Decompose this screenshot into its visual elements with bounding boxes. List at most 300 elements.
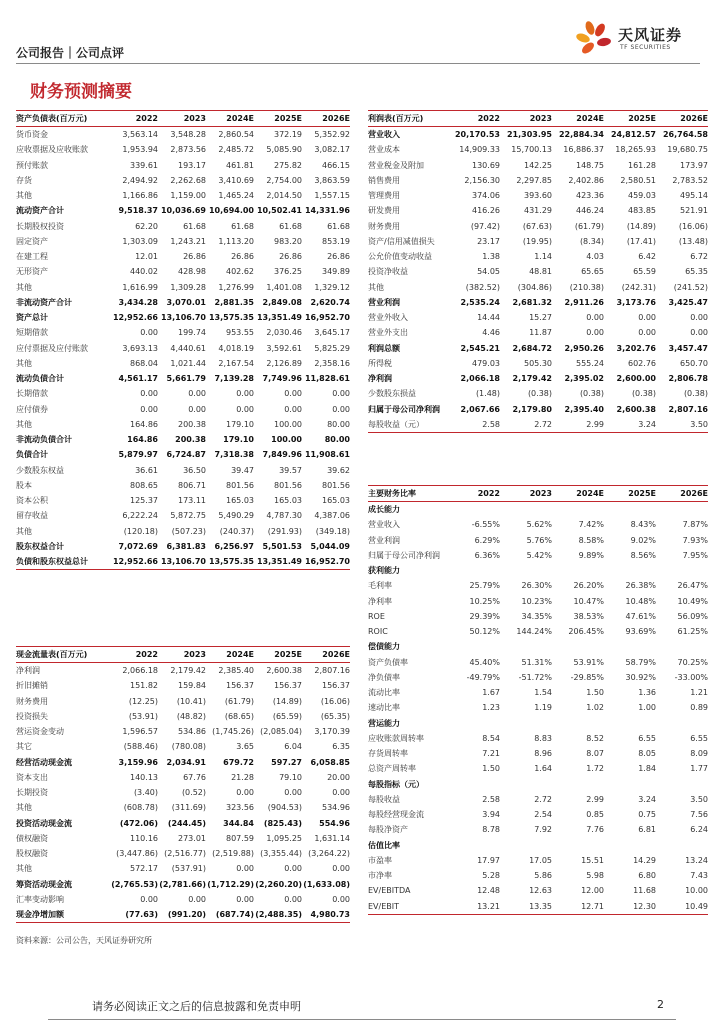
cell-value: 6.72 <box>690 252 708 262</box>
row-label: 管理费用 <box>368 191 400 201</box>
cell-value: (2,085.04) <box>260 727 302 737</box>
row-label: 应付债券 <box>16 404 48 414</box>
cell-value: 12.00 <box>581 886 604 896</box>
cell-value: (2,488.35) <box>255 910 302 920</box>
row-label: 利润总额 <box>368 343 400 353</box>
row-label: 长期股权投资 <box>16 221 64 231</box>
cell-value: 142.25 <box>524 160 552 170</box>
cell-value: 2,911.26 <box>564 297 604 307</box>
cell-value: (2,260.20) <box>255 879 302 889</box>
table-row <box>16 249 350 264</box>
row-label: 营业外支出 <box>368 328 408 338</box>
column-header: 2022 <box>135 114 158 123</box>
cell-value: (1.48) <box>475 389 500 399</box>
table-row <box>16 310 350 325</box>
cell-value: (210.38) <box>569 282 604 292</box>
table-row <box>16 816 350 831</box>
table-row <box>368 142 708 157</box>
row-label: 销售费用 <box>368 175 400 185</box>
cell-value: 2,807.16 <box>314 666 350 676</box>
row-label: 长期投资 <box>16 788 48 798</box>
cell-value: 3,170.39 <box>314 727 350 737</box>
cell-value: 1.67 <box>482 688 500 698</box>
row-label: EV/EBITDA <box>368 886 411 896</box>
table-row <box>16 831 350 846</box>
row-label: 流动资产合计 <box>16 206 64 216</box>
cell-value: 2.99 <box>586 794 604 804</box>
cell-value: 200.38 <box>175 435 206 445</box>
cell-value: 25.79% <box>469 581 500 591</box>
cell-value: 953.55 <box>226 328 254 338</box>
cell-value: 8.58% <box>578 535 604 545</box>
row-label: 投资活动现金流 <box>16 818 72 828</box>
cell-value: 12.30 <box>633 901 656 911</box>
table-row <box>368 822 708 837</box>
cell-value: 2,297.85 <box>516 175 552 185</box>
cell-value: (16.06) <box>320 696 350 706</box>
cell-value: (311.69) <box>171 803 206 813</box>
cell-value: 15,700.13 <box>511 145 552 155</box>
cell-value: 344.84 <box>223 818 254 828</box>
cell-value: 54.05 <box>477 267 500 277</box>
cell-value: (14.89) <box>626 221 656 231</box>
table-row <box>368 325 708 340</box>
cell-value: 53.91% <box>573 657 604 667</box>
cell-value: 483.85 <box>628 206 656 216</box>
cell-value: (61.79) <box>574 221 604 231</box>
cell-value: 801.56 <box>274 480 302 490</box>
row-label: 负债合计 <box>16 450 48 460</box>
cell-value: 65.65 <box>581 267 604 277</box>
cell-value: 461.81 <box>226 160 254 170</box>
table-row <box>16 539 350 554</box>
cell-value: 16,886.37 <box>563 145 604 155</box>
cell-value: 5.98 <box>586 871 604 881</box>
cell-value: 10.00 <box>685 886 708 896</box>
row-label: 净利润 <box>16 666 40 676</box>
cell-value: (780.08) <box>171 742 206 752</box>
table-row <box>16 861 350 876</box>
table-row <box>16 493 350 508</box>
cell-value: 4,018.19 <box>218 343 254 353</box>
cell-value: 62.20 <box>135 221 158 231</box>
cell-value: 7.56 <box>690 810 708 820</box>
cell-value: 801.56 <box>322 480 350 490</box>
cell-value: 1.23 <box>482 703 500 713</box>
cell-value: 165.03 <box>322 496 350 506</box>
cell-value: 1.50 <box>586 688 604 698</box>
cell-value: 34.35% <box>521 611 552 621</box>
row-label: 财务费用 <box>16 696 48 706</box>
cell-value: 5,501.53 <box>262 541 302 551</box>
cash-flow-table <box>16 646 350 923</box>
cell-value: 1.14 <box>534 252 552 262</box>
cell-value: (2,781.66) <box>159 879 206 889</box>
row-label: 净负债率 <box>368 672 400 682</box>
cell-value: 1,596.57 <box>122 727 158 737</box>
cell-value: 26.86 <box>327 252 350 262</box>
cell-value: 200.38 <box>178 419 206 429</box>
row-label: 总资产周转率 <box>368 764 416 774</box>
cell-value: 7.21 <box>482 749 500 759</box>
cell-value: 1.36 <box>638 688 656 698</box>
cell-value: 2,600.00 <box>616 374 656 384</box>
cell-value: 1.72 <box>586 764 604 774</box>
cell-value: 9.89% <box>578 550 604 560</box>
cell-value: 6.29% <box>474 535 500 545</box>
cell-value: 26.86 <box>279 252 302 262</box>
cell-value: 3.94 <box>482 810 500 820</box>
cell-value: (10.41) <box>176 696 206 706</box>
table-row <box>16 892 350 907</box>
cell-value: 151.82 <box>130 681 158 691</box>
cell-value: 0.00 <box>638 313 656 323</box>
cell-value: 61.68 <box>327 221 350 231</box>
table-title: 资产负债表(百万元) <box>16 114 88 123</box>
cell-value: 26.20% <box>573 581 604 591</box>
cell-value: (349.18) <box>315 526 350 536</box>
row-label: 每股指标（元） <box>368 779 424 789</box>
row-label: 归属于母公司净利润 <box>368 404 440 414</box>
cell-value: 93.69% <box>625 627 656 637</box>
cell-value: 8.78 <box>482 825 500 835</box>
cell-value: 2,535.24 <box>460 297 500 307</box>
row-label: 非流动负债合计 <box>16 435 72 445</box>
page-title: 财务预测摘要 <box>30 82 132 102</box>
table-row <box>16 127 350 142</box>
cell-value: 21,303.95 <box>506 130 552 140</box>
cell-value: 10,694.00 <box>208 206 254 216</box>
cell-value: 10.47% <box>573 596 604 606</box>
cell-value: 13,575.35 <box>208 557 254 567</box>
table-row <box>16 173 350 188</box>
cell-value: 26.47% <box>677 581 708 591</box>
cell-value: 2,783.52 <box>672 175 708 185</box>
cell-value: 1.64 <box>534 764 552 774</box>
cell-value: 26,764.58 <box>662 130 708 140</box>
cell-value: 10.48% <box>625 596 656 606</box>
cell-value: 1,329.12 <box>314 282 350 292</box>
cell-value: 808.65 <box>130 480 158 490</box>
row-label: 其他 <box>16 191 32 201</box>
logo-text-en: TF SECURITIES <box>620 44 671 51</box>
row-label: 长期借款 <box>16 389 48 399</box>
row-label: 营业税金及附加 <box>368 160 424 170</box>
row-label: 其他 <box>368 282 384 292</box>
cell-value: 5,490.29 <box>218 511 254 521</box>
row-label: 资产/信用减值损失 <box>368 236 435 246</box>
cell-value: 853.19 <box>322 236 350 246</box>
cell-value: 79.10 <box>279 772 302 782</box>
table-title: 现金流量表(百万元) <box>16 650 88 659</box>
cell-value: 446.24 <box>576 206 604 216</box>
row-label: 资产总计 <box>16 313 48 323</box>
cell-value: 3,457.47 <box>668 343 708 353</box>
cell-value: (3.40) <box>133 788 158 798</box>
row-label: 预付账款 <box>16 160 48 170</box>
row-label: 现金净增加额 <box>16 910 64 920</box>
cell-value: 9.02% <box>630 535 656 545</box>
table-row <box>368 670 708 685</box>
cell-value: 1.19 <box>534 703 552 713</box>
table-row <box>368 249 708 264</box>
cell-value: 0.00 <box>236 894 254 904</box>
cell-value: 10,036.69 <box>160 206 206 216</box>
row-label: 其它 <box>16 742 32 752</box>
row-label: 流动负债合计 <box>16 374 64 384</box>
cell-value: 2,395.02 <box>564 374 604 384</box>
table-header-row <box>368 110 708 127</box>
cell-value: 10.49 <box>685 901 708 911</box>
table-row <box>16 463 350 478</box>
cell-value: 26.30% <box>521 581 552 591</box>
cell-value: 20.00 <box>327 772 350 782</box>
table-row <box>368 731 708 746</box>
table-row <box>368 295 708 310</box>
cell-value: 5.62% <box>526 520 552 530</box>
cell-value: 199.74 <box>178 328 206 338</box>
cell-value: 2,395.40 <box>564 404 604 414</box>
cell-value: 4,561.17 <box>118 374 158 384</box>
cell-value: (240.37) <box>219 526 254 536</box>
cell-value: 164.86 <box>127 435 158 445</box>
table-row <box>368 868 708 883</box>
table-row <box>16 432 350 447</box>
table-row <box>368 761 708 776</box>
cell-value: 165.03 <box>274 496 302 506</box>
table-row <box>368 371 708 386</box>
cell-value: (0.38) <box>631 389 656 399</box>
table-row <box>16 447 350 462</box>
table-row <box>16 219 350 234</box>
cell-value: -51.72% <box>518 672 552 682</box>
table-row <box>368 280 708 295</box>
cell-value: 110.16 <box>130 833 158 843</box>
cell-value: (0.38) <box>527 389 552 399</box>
table-header-row <box>16 110 350 127</box>
cell-value: 58.79% <box>625 657 656 667</box>
cell-value: (0.38) <box>683 389 708 399</box>
cell-value: 374.06 <box>472 191 500 201</box>
table-row <box>368 517 708 532</box>
cell-value: 8.56% <box>630 550 656 560</box>
cell-value: (68.65) <box>224 711 254 721</box>
cell-value: 4.46 <box>482 328 500 338</box>
cell-value: 11.87 <box>529 328 552 338</box>
cell-value: 16,952.70 <box>304 313 350 323</box>
row-label: 营业利润 <box>368 297 400 307</box>
row-label: 短期借款 <box>16 328 48 338</box>
cell-value: 3.50 <box>690 419 708 429</box>
cell-value: 4,787.30 <box>266 511 302 521</box>
cell-value: 1,309.28 <box>170 282 206 292</box>
column-header: 2025E <box>628 114 656 123</box>
column-header: 2026E <box>680 114 708 123</box>
cell-value: 2,262.68 <box>170 175 206 185</box>
cell-value: 393.60 <box>524 191 552 201</box>
row-label: 资本公积 <box>16 496 48 506</box>
table-row <box>368 234 708 249</box>
cell-value: 8.07 <box>586 749 604 759</box>
cell-value: 14,909.33 <box>459 145 500 155</box>
cell-value: 10.23% <box>521 596 552 606</box>
table-row <box>16 341 350 356</box>
cell-value: 80.00 <box>324 435 350 445</box>
cell-value: 100.00 <box>274 419 302 429</box>
row-label: 股东权益合计 <box>16 541 64 551</box>
cell-value: 3,863.59 <box>314 175 350 185</box>
table-row <box>16 188 350 203</box>
row-label: 汇率变动影响 <box>16 894 64 904</box>
column-header: 2023 <box>183 114 206 123</box>
cell-value: 0.00 <box>638 328 656 338</box>
cell-value: 3,563.14 <box>122 130 158 140</box>
cell-value: 39.62 <box>327 465 350 475</box>
cell-value: 161.28 <box>628 160 656 170</box>
cell-value: 18,265.93 <box>615 145 656 155</box>
cell-value: 0.00 <box>236 404 254 414</box>
cell-value: 0.89 <box>690 703 708 713</box>
row-label: 每股收益（元） <box>368 419 424 429</box>
source-note: 资料来源：公司公告，天风证券研究所 <box>16 936 152 945</box>
cell-value: 1,616.99 <box>122 282 158 292</box>
cell-value: 7,749.96 <box>262 374 302 384</box>
cell-value: 67.76 <box>183 772 206 782</box>
cell-value: 440.02 <box>130 267 158 277</box>
cell-value: 144.24% <box>516 627 552 637</box>
table-row <box>368 655 708 670</box>
row-label: 固定资产 <box>16 236 48 246</box>
cell-value: 459.03 <box>628 191 656 201</box>
cell-value: (13.48) <box>678 236 708 246</box>
table-row <box>368 356 708 371</box>
table-row <box>16 770 350 785</box>
cell-value: (507.23) <box>171 526 206 536</box>
cell-value: 2,358.16 <box>314 358 350 368</box>
cell-value: 534.86 <box>178 727 206 737</box>
company-logo <box>574 18 694 62</box>
table-row <box>368 899 708 915</box>
cell-value: 2,873.56 <box>170 145 206 155</box>
row-label: 少数股东权益 <box>16 465 64 475</box>
row-label: 其他 <box>16 419 32 429</box>
cell-value: 0.00 <box>188 404 206 414</box>
cell-value: 3,173.76 <box>616 297 656 307</box>
row-label: ROE <box>368 611 385 621</box>
cell-value: (2,516.77) <box>164 849 206 859</box>
cell-value: 7.92 <box>534 825 552 835</box>
cell-value: 1.21 <box>690 688 708 698</box>
cell-value: 13.24 <box>685 855 708 865</box>
row-label: 资本支出 <box>16 772 48 782</box>
cell-value: 2,600.38 <box>266 666 302 676</box>
column-header: 2023 <box>529 489 552 498</box>
cell-value: 801.56 <box>226 480 254 490</box>
row-label: 其他 <box>16 358 32 368</box>
table-row <box>16 877 350 892</box>
row-label: 每股收益 <box>368 794 400 804</box>
row-label: 毛利率 <box>368 581 392 591</box>
column-header: 2025E <box>274 114 302 123</box>
cell-value: 156.37 <box>226 681 254 691</box>
cell-value: 8.43% <box>630 520 656 530</box>
cell-value: 7,072.69 <box>118 541 158 551</box>
cell-value: 323.56 <box>226 803 254 813</box>
cell-value: 4,387.06 <box>314 511 350 521</box>
cell-value: 2.72 <box>534 419 552 429</box>
table-row <box>368 402 708 417</box>
cell-value: 6.35 <box>332 742 350 752</box>
logo-text-cn: 天风证券 <box>618 26 683 44</box>
cell-value: 0.00 <box>140 894 158 904</box>
row-label: 无形资产 <box>16 267 48 277</box>
cell-value: 156.37 <box>322 681 350 691</box>
cell-value: 2,849.08 <box>262 297 302 307</box>
cell-value: 13,351.49 <box>256 557 302 567</box>
row-label: 获利能力 <box>368 566 400 576</box>
cell-value: 1,303.09 <box>122 236 158 246</box>
cell-value: 495.14 <box>680 191 708 201</box>
cell-value: (67.63) <box>522 221 552 231</box>
row-label: 公允价值变动收益 <box>368 252 432 262</box>
cell-value: 7.87% <box>682 520 708 530</box>
cell-value: 38.53% <box>573 611 604 621</box>
cell-value: 5,825.29 <box>314 343 350 353</box>
cell-value: (472.06) <box>119 818 158 828</box>
cell-value: 13.35 <box>529 901 552 911</box>
row-label: 存货 <box>16 175 32 185</box>
cell-value: 479.03 <box>472 358 500 368</box>
cell-value: 3.65 <box>236 742 254 752</box>
cell-value: 6.24 <box>690 825 708 835</box>
cell-value: 3.24 <box>638 794 656 804</box>
table-row <box>368 883 708 898</box>
row-label: 净利率 <box>368 596 392 606</box>
cell-value: (1,712.29) <box>207 879 254 889</box>
cell-value: 3,159.96 <box>118 757 158 767</box>
cell-value: 2,385.40 <box>218 666 254 676</box>
cell-value: 2.58 <box>482 794 500 804</box>
cell-value: 148.75 <box>576 160 604 170</box>
cell-value: 555.24 <box>576 358 604 368</box>
cell-value: 125.37 <box>130 496 158 506</box>
row-label: 估值比率 <box>368 840 400 850</box>
cell-value: 5.42% <box>526 550 552 560</box>
table-row <box>368 158 708 173</box>
cell-value: 2,806.78 <box>668 374 708 384</box>
table-row <box>16 755 350 770</box>
cell-value: 2,881.35 <box>214 297 254 307</box>
cell-value: 19,680.75 <box>667 145 708 155</box>
cell-value: (3,264.22) <box>308 849 350 859</box>
cell-value: 36.61 <box>135 465 158 475</box>
cell-value: 6,724.87 <box>166 450 206 460</box>
table-row <box>368 624 708 639</box>
row-label: 研发费用 <box>368 206 400 216</box>
cell-value: 521.91 <box>680 206 708 216</box>
cell-value: (242.31) <box>621 282 656 292</box>
table-row <box>368 807 708 822</box>
cell-value: 3,070.01 <box>166 297 206 307</box>
cell-value: 554.96 <box>319 818 350 828</box>
cell-value: 9,518.37 <box>118 206 158 216</box>
cell-value: 3,592.61 <box>266 343 302 353</box>
column-header: 2024E <box>576 114 604 123</box>
cell-value: 8.54 <box>482 733 500 743</box>
page-number: 2 <box>657 998 664 1011</box>
column-header: 2022 <box>477 489 500 498</box>
cell-value: 4.03 <box>586 252 604 262</box>
